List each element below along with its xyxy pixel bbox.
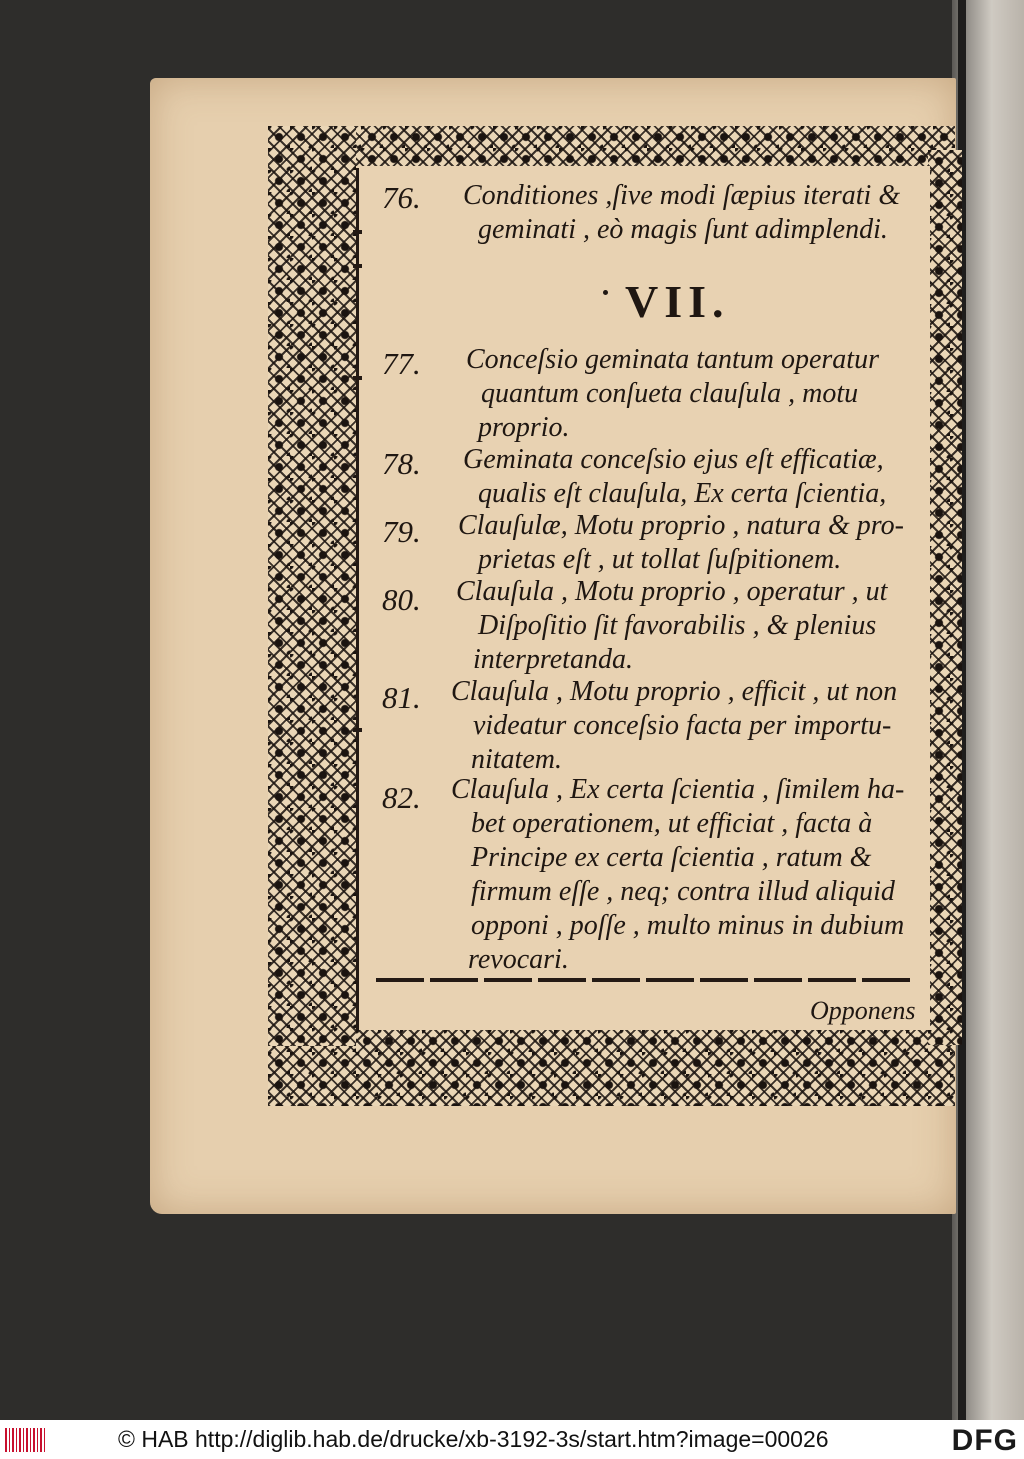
entry-number: 79.	[382, 514, 421, 549]
entry-number: 78.	[382, 446, 421, 481]
entry-line: Conditiones ,ſive modi ſæpius iterati &	[463, 180, 901, 211]
closing-rule	[376, 978, 911, 982]
entry-line: opponi , poſſe , multo minus in dubium	[471, 910, 905, 941]
entry-line: Clauſula , Ex certa ſcientia , ſimilem ha-	[451, 774, 905, 805]
entry-line: Diſpoſitio ſit favorabilis , & plenius	[478, 610, 877, 641]
entry-line: Clauſula , Motu proprio , operatur , ut	[456, 576, 888, 607]
entry-line: interpretanda.	[473, 644, 633, 675]
entry-line: Principe ex certa ſcientia , ratum &	[471, 842, 872, 873]
entry-number: 81.	[382, 680, 421, 715]
entry-line: firmum eſſe , neq; contra illud aliquid	[471, 876, 895, 907]
entry-line: Clauſula , Motu proprio , efficit , ut non	[451, 676, 898, 707]
heading-dot	[603, 290, 608, 295]
entry-line: Geminata conceſsio ejus eſt efficatiæ,	[463, 444, 884, 475]
entry-line: Clauſulæ, Motu proprio , natura & pro-	[458, 510, 904, 541]
entry-line: qualis eſt clauſula, Ex certa ſcientia,	[478, 478, 887, 509]
dfg-logo: DFG	[951, 1424, 1018, 1457]
entry-line: prietas eſt , ut tollat ſuſpitionem.	[478, 544, 842, 575]
entry-number: 76.	[382, 180, 421, 215]
entry-number: 77.	[382, 346, 421, 381]
ornament-border-bottom	[268, 1030, 955, 1106]
entry-number: 80.	[382, 582, 421, 617]
catchword: Opponens	[810, 996, 916, 1025]
entry-number: 82.	[382, 780, 421, 815]
ornament-border-top	[273, 126, 955, 166]
attribution-link[interactable]: © HAB http://diglib.hab.de/drucke/xb-3192-3s/start.htm?image=00026	[118, 1426, 829, 1452]
section-heading: VII.	[625, 276, 730, 327]
viewer-footer	[0, 1420, 1024, 1459]
barcode-icon	[5, 1428, 47, 1452]
ornament-border-right	[928, 150, 962, 1045]
entry-line: videatur conceſsio facta per importu-	[473, 710, 892, 741]
entry-line: nitatem.	[471, 744, 562, 775]
entry-line: Conceſsio geminata tantum operatur	[466, 344, 879, 375]
entry-line: revocari.	[468, 944, 569, 975]
entry-line: quantum conſueta clauſula , motu	[481, 378, 859, 409]
ornament-border-left	[268, 126, 356, 1046]
entry-line: geminati , eò magis ſunt adimplendi.	[478, 214, 888, 245]
entry-line: proprio.	[478, 412, 570, 443]
margin-rule	[356, 168, 359, 1030]
entry-line: bet operationem, ut efficiat , facta à	[471, 808, 873, 839]
